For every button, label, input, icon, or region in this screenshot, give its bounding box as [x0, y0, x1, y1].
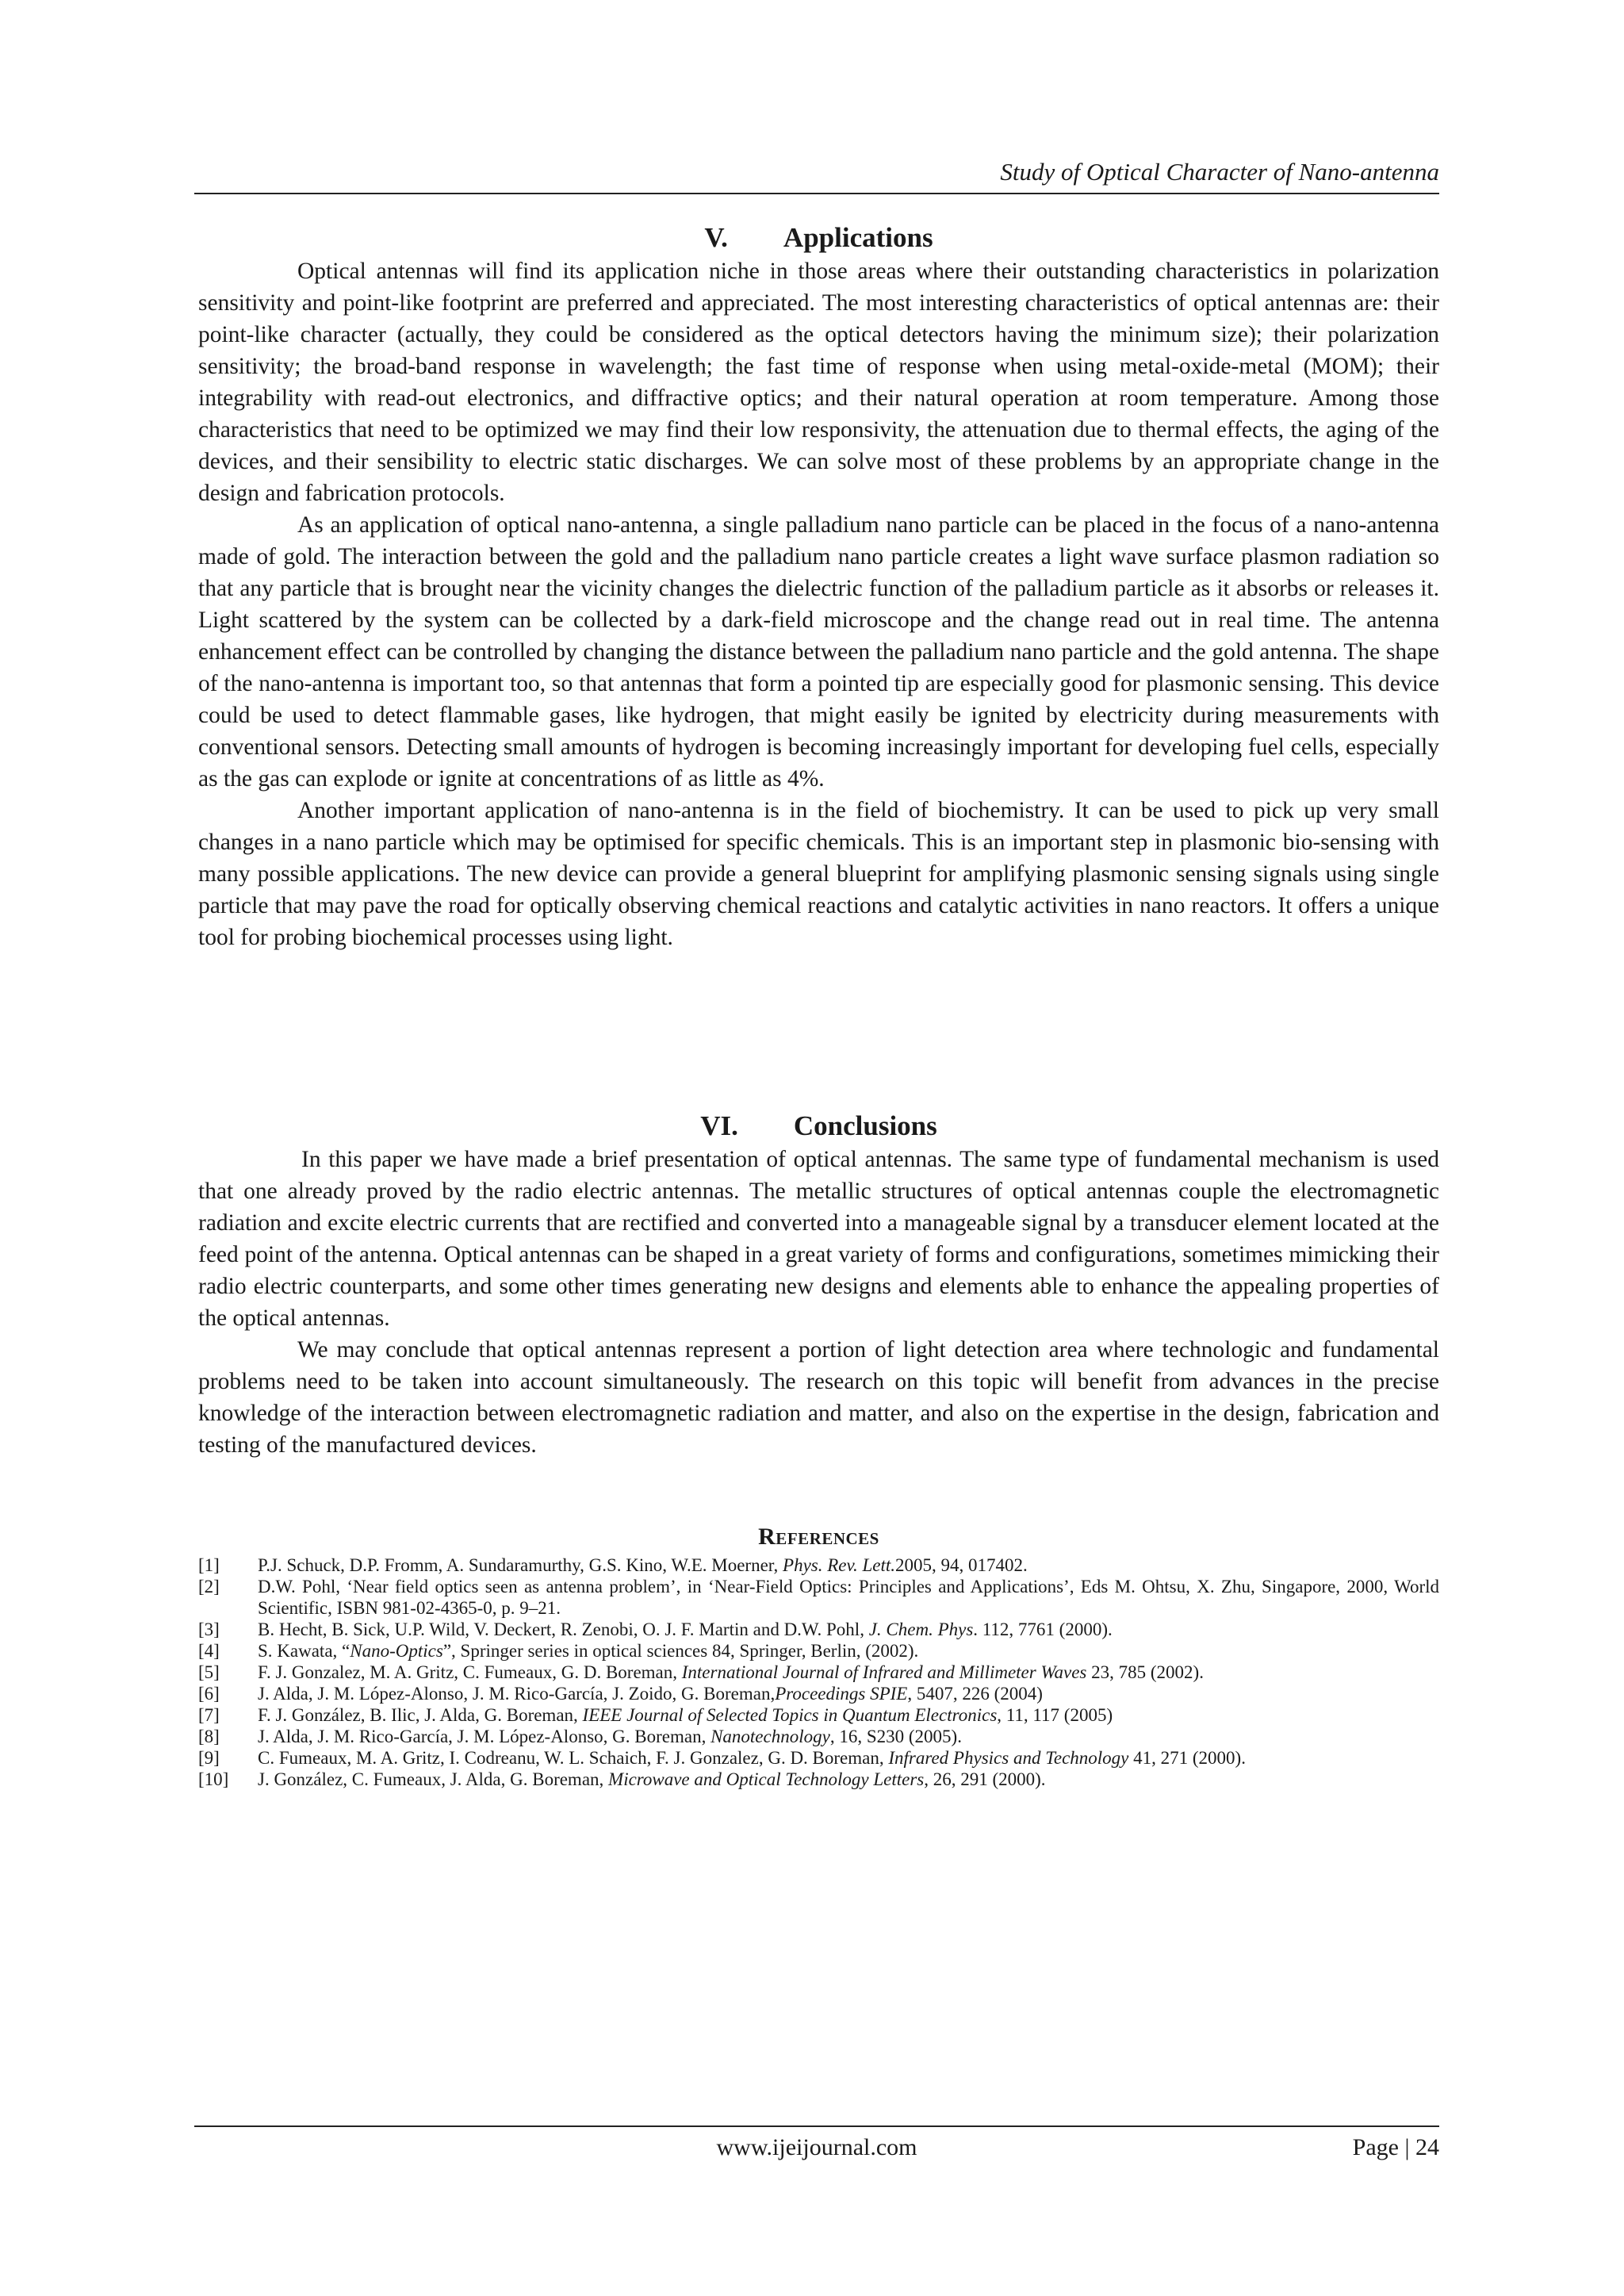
reference-number: [2] [198, 1577, 220, 1596]
section-heading [198, 1110, 1439, 1142]
reference-text [258, 1769, 1439, 1790]
reference-source: Infrared Physics and Technology [888, 1748, 1129, 1768]
reference-source: IEEE Journal of Selected Topics in Quantum Electronics [582, 1705, 998, 1725]
reference-authors: P.J. Schuck, D.P. Fromm, A. Sundaramurthy, G.S. Kino, W.E. Moerner, [258, 1555, 783, 1575]
page-number: Page | 24 [1352, 2134, 1439, 2160]
reference-number: [1] [198, 1555, 220, 1575]
paragraph: Optical antennas will find its application niche in those areas where their outstanding characteristics in polarization sensitivity and point-like footprint are preferred and appreciated. The most interesting characteristics of optical antennas are: their point-like character (actually, they could be considered as the optical detectors having the minimum size); their polarization sensitivity; the broad-band response in wavelength; the fast time of response when using metal-oxide-metal (MOM); their integrability with read-out electronics, and diffractive optics; and their natural operation at room temperature. Among those characteristics that need to be optimized we may find their low responsivity, the attenuation due to thermal effects, the aging of the devices, and their sensibility to electric static discharges. We can solve most of these problems by an appropriate change in the design and fabrication protocols. [198, 259, 1439, 506]
reference-item [198, 1640, 1439, 1662]
footer-rule [194, 2125, 1439, 2127]
reference-details: , 16, S230 (2005). [829, 1727, 962, 1746]
reference-text [258, 1747, 1439, 1769]
reference-source: Nano-Optics [350, 1641, 443, 1661]
reference-source: Microwave and Optical Technology Letters [608, 1769, 925, 1789]
reference-text [258, 1640, 1439, 1662]
reference-number: [3] [198, 1619, 220, 1639]
reference-text [258, 1576, 1439, 1619]
section-applications [198, 222, 1439, 953]
section-number: V. [704, 222, 728, 253]
reference-authors: F. J. Gonzalez, M. A. Gritz, C. Fumeaux, G. D. Boreman, [258, 1662, 682, 1682]
section-title: Applications [783, 222, 933, 253]
footer-url: www.ijeijournal.com [716, 2134, 917, 2160]
paragraph: As an application of optical nano-antenna, a single palladium nano particle can be placed in the focus of a nano-antenna made of gold. The interaction between the gold and the palladium nano particle creates a light wave surface plasmon radiation so that any particle that is brought near the vicinity changes the dielectric function of the palladium particle as it absorbs or releases it. Light scattered by the system can be collected by a dark-field microscope and the change read out in real time. The antenna enhancement effect can be controlled by changing the distance between the palladium nano particle and the gold antenna. The shape of the nano-antenna is important too, so that antennas that form a pointed tip are especially good for plasmonic sensing. This device could be used to detect flammable gases, like hydrogen, that might easily be ignited by electricity during measurements with conventional sensors. Detecting small amounts of hydrogen is becoming increasingly important for developing fuel cells, especially as the gas can explode or ignite at concentrations of as little as 4%. [198, 512, 1439, 792]
reference-authors: D.W. Pohl, ‘Near field optics seen as antenna problem’, in ‘Near-Field Optics: Principles and Applications’, Eds M. Ohtsu, X. Zhu, Singapore, 2000, World Scientific, ISBN 981-02-4365-0, p. 9–21. [258, 1577, 1439, 1618]
reference-item [198, 1683, 1439, 1704]
reference-details: 23, 785 (2002). [1086, 1662, 1204, 1682]
reference-item [198, 1619, 1439, 1640]
reference-number: [8] [198, 1727, 220, 1746]
section-title: Conclusions [793, 1110, 937, 1141]
reference-source: Nanotechnology [710, 1727, 830, 1746]
reference-authors: S. Kawata, “ [258, 1641, 350, 1661]
reference-item [198, 1726, 1439, 1747]
reference-item [198, 1704, 1439, 1726]
reference-authors: J. Alda, J. M. Rico-García, J. M. López-Alonso, G. Boreman, [258, 1727, 711, 1746]
reference-number: [10] [198, 1769, 229, 1789]
reference-source: International Journal of Infrared and Millimeter Waves [681, 1662, 1087, 1682]
section-heading [198, 222, 1439, 254]
reference-item [198, 1769, 1439, 1790]
reference-details: . 112, 7761 (2000). [973, 1619, 1113, 1639]
reference-details: 41, 271 (2000). [1128, 1748, 1246, 1768]
reference-number: [7] [198, 1705, 220, 1725]
reference-details: ”, Springer series in optical sciences 84, Springer, Berlin, (2002). [442, 1641, 919, 1661]
reference-details: , 5407, 226 (2004) [907, 1684, 1043, 1704]
reference-text [258, 1704, 1439, 1726]
reference-number: [5] [198, 1662, 220, 1682]
reference-list [198, 1554, 1439, 1790]
reference-text [258, 1554, 1439, 1576]
reference-source: Phys. Rev. Lett. [783, 1555, 896, 1575]
reference-text [258, 1726, 1439, 1747]
paragraph: Another important application of nano-antenna is in the field of biochemistry. It can be used to pick up very small changes in a nano particle which may be optimised for specific chemicals. This is an important step in plasmonic bio-sensing with many possible applications. The new device can provide a general blueprint for amplifying plasmonic sensing signals using single particle that may pave the road for optically observing chemical reactions and catalytic activities in nano reactors. It offers a unique tool for probing biochemical processes using light. [198, 798, 1439, 950]
references [198, 1523, 1439, 1790]
section-number: VI. [700, 1110, 738, 1141]
reference-item [198, 1576, 1439, 1619]
reference-authors: C. Fumeaux, M. A. Gritz, I. Codreanu, W. L. Schaich, F. J. Gonzalez, G. D. Boreman, [258, 1748, 889, 1768]
paragraph: We may conclude that optical antennas represent a portion of light detection area where technologic and fundamental problems need to be taken into account simultaneously. The research on this topic will benefit from advances in the precise knowledge of the interaction between electromagnetic radiation and matter, and also on the expertise in the design, fabrication and testing of the manufactured devices. [198, 1337, 1439, 1458]
reference-item [198, 1662, 1439, 1683]
reference-item [198, 1747, 1439, 1769]
reference-authors: B. Hecht, B. Sick, U.P. Wild, V. Deckert, R. Zenobi, O. J. F. Martin and D.W. Pohl, [258, 1619, 869, 1639]
reference-source: J. Chem. Phys [868, 1619, 974, 1639]
reference-number: [6] [198, 1684, 220, 1704]
running-header: Study of Optical Character of Nano-antenna [194, 156, 1439, 194]
reference-text [258, 1619, 1439, 1640]
reference-details: , 11, 117 (2005) [997, 1705, 1113, 1725]
paragraph: In this paper we have made a brief presentation of optical antennas. The same type of fundamental mechanism is used that one already proved by the radio electric antennas. The metallic structures of optical antennas couple the electromagnetic radiation and excite electric currents that are rectified and converted into a manageable signal by a transducer element located at the feed point of the antenna. Optical antennas can be shaped in a great variety of forms and configurations, sometimes mimicking their radio electric counterparts, and some other times generating new designs and elements able to enhance the appealing properties of the optical antennas. [198, 1147, 1439, 1331]
reference-text [258, 1683, 1439, 1704]
reference-number: [9] [198, 1748, 220, 1768]
reference-source: Proceedings SPIE [775, 1684, 908, 1704]
reference-item [198, 1554, 1439, 1576]
reference-details: 2005, 94, 017402. [895, 1555, 1028, 1575]
reference-authors: J. González, C. Fumeaux, J. Alda, G. Boreman, [258, 1769, 609, 1789]
references-heading: References [758, 1524, 879, 1550]
reference-authors: J. Alda, J. M. López-Alonso, J. M. Rico-García, J. Zoido, G. Boreman, [258, 1684, 776, 1704]
section-conclusions [198, 1110, 1439, 1461]
reference-text [258, 1662, 1439, 1683]
reference-authors: F. J. González, B. Ilic, J. Alda, G. Boreman, [258, 1705, 583, 1725]
reference-details: , 26, 291 (2000). [924, 1769, 1046, 1789]
reference-number: [4] [198, 1641, 220, 1661]
